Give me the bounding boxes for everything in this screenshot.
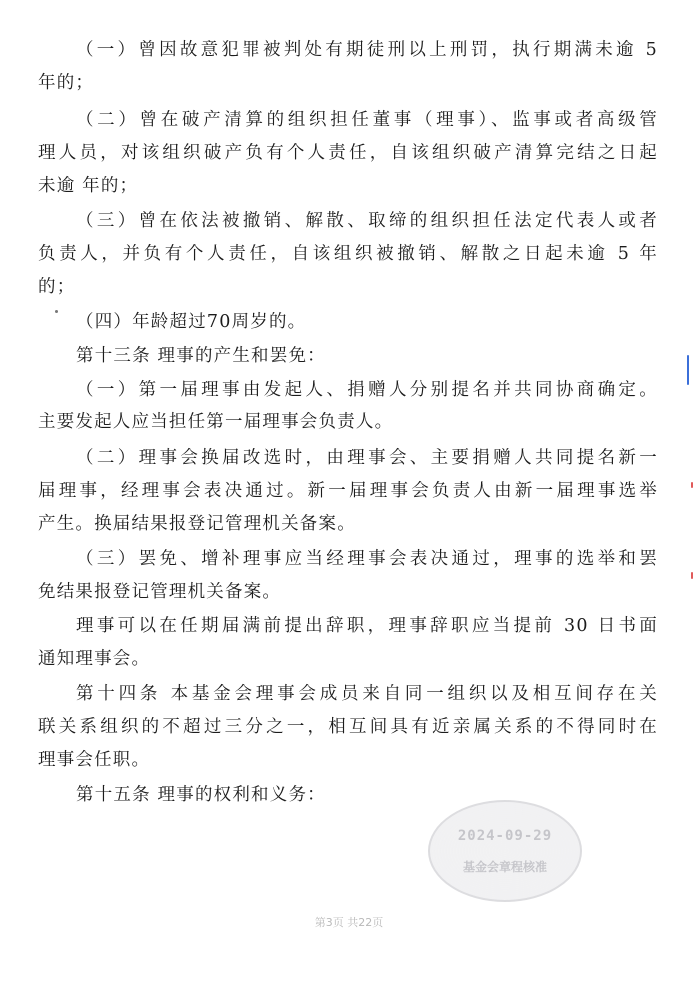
text-line: （一）曾因故意犯罪被判处有期徒刑以上刑罚，执行期满未逾 5	[76, 40, 658, 60]
text-line: 免结果报登记管理机关备案。	[38, 582, 282, 602]
text-line: 主要发起人应当担任第一届理事会负责人。	[38, 412, 394, 432]
text-line: 理事可以在任期届满前提出辞职，理事辞职应当提前 30 日书面	[76, 616, 658, 636]
edge-mark	[687, 355, 689, 385]
edge-mark	[691, 572, 693, 579]
text-line: （一）第一届理事由发起人、捐赠人分别提名并共同协商确定。	[76, 380, 658, 400]
edge-mark	[691, 482, 693, 488]
approval-seal	[428, 800, 582, 902]
text-line: 届理事，经理事会表决通过。新一届理事会负责人由新一届理事选举	[38, 481, 658, 501]
text-line: （三）曾在依法被撤销、解散、取缔的组织担任法定代表人或者	[76, 211, 658, 231]
text-line: 理事会任职。	[38, 750, 151, 770]
article-heading: 第十五条 理事的权利和义务：	[76, 785, 326, 805]
text-line: 年的；	[38, 73, 95, 93]
text-line: 未逾 年的；	[38, 176, 139, 196]
page-footer: 第3页 共22页	[314, 916, 384, 929]
text-line: 产生。换届结果报登记管理机关备案。	[38, 514, 356, 534]
text-line: 理人员，对该组织破产负有个人责任，自该组织破产清算完结之日起	[38, 143, 658, 163]
text-line: 的；	[38, 277, 76, 297]
seal-text: 基金会章程核准	[462, 860, 547, 874]
text-line: 联关系组织的不超过三分之一，相互间具有近亲属关系的不得同时在	[38, 717, 658, 737]
article-heading: 第十四条 本基金会理事会成员来自同一组织以及相互间存在关	[76, 684, 658, 704]
text-line: （三）罢免、增补理事应当经理事会表决通过，理事的选举和罢	[76, 549, 658, 569]
article-heading: 第十三条 理事的产生和罢免：	[76, 346, 326, 366]
scan-dot	[55, 310, 58, 313]
seal-date: 2024-09-29	[457, 828, 553, 844]
text-line: （二）曾在破产清算的组织担任董事（理事）、监事或者高级管	[76, 110, 658, 130]
text-line: 通知理事会。	[38, 649, 151, 669]
text-line: （二）理事会换届改选时，由理事会、主要捐赠人共同提名新一	[76, 448, 658, 468]
text-line: 负责人，并负有个人责任，自该组织被撤销、解散之日起未逾 5 年	[38, 244, 658, 264]
text-line: （四）年龄超过70周岁的。	[76, 312, 307, 332]
